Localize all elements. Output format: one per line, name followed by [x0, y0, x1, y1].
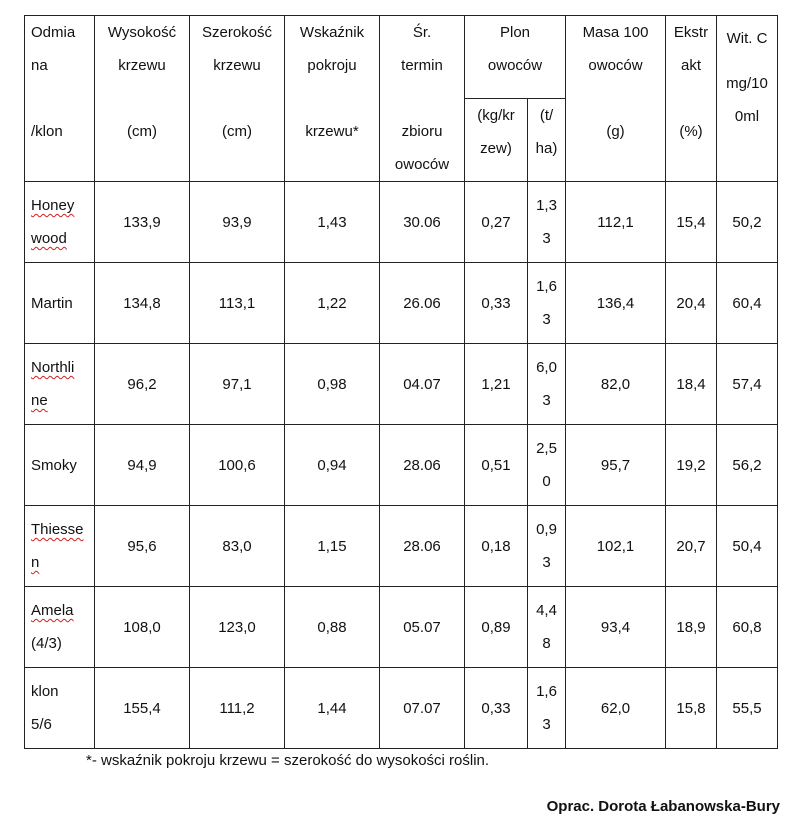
cell-extract: 18,4	[666, 344, 717, 425]
cell-yield-t: 4,4 8	[528, 587, 566, 668]
cell-yield-kg: 0,18	[465, 506, 528, 587]
cell-yield-t: 1,3 3	[528, 182, 566, 263]
header-harvest-date: Śr. termin zbioru owoców	[380, 16, 465, 182]
cell-mass: 82,0	[566, 344, 666, 425]
cell-index: 1,44	[285, 668, 380, 749]
cell-variety: Honey wood	[25, 182, 95, 263]
cell-index: 1,22	[285, 263, 380, 344]
cell-extract: 15,8	[666, 668, 717, 749]
cell-yield-t: 6,0 3	[528, 344, 566, 425]
cell-mass: 95,7	[566, 425, 666, 506]
cell-extract: 19,2	[666, 425, 717, 506]
cell-height: 96,2	[95, 344, 190, 425]
cell-index: 0,98	[285, 344, 380, 425]
cell-extract: 18,9	[666, 587, 717, 668]
cell-index: 0,88	[285, 587, 380, 668]
cell-extract: 15,4	[666, 182, 717, 263]
header-yield: Plon owoców	[465, 16, 566, 99]
cell-yield-kg: 0,89	[465, 587, 528, 668]
header-yield-kg: (kg/kr zew)	[465, 99, 528, 182]
cell-yield-kg: 0,27	[465, 182, 528, 263]
cell-vitamin-c: 60,4	[717, 263, 778, 344]
table-row	[25, 587, 778, 668]
cell-harvest: 05.07	[380, 587, 465, 668]
cell-vitamin-c: 50,4	[717, 506, 778, 587]
cell-vitamin-c: 50,2	[717, 182, 778, 263]
cell-harvest: 30.06	[380, 182, 465, 263]
cell-harvest: 28.06	[380, 506, 465, 587]
cell-harvest: 07.07	[380, 668, 465, 749]
cell-variety: klon 5/6	[25, 668, 95, 749]
cell-extract: 20,7	[666, 506, 717, 587]
header-mass: Masa 100 owoców (g)	[566, 16, 666, 182]
cell-vitamin-c: 60,8	[717, 587, 778, 668]
cell-width: 111,2	[190, 668, 285, 749]
cell-vitamin-c: 57,4	[717, 344, 778, 425]
cell-width: 113,1	[190, 263, 285, 344]
cell-extract: 20,4	[666, 263, 717, 344]
header-habit-index: Wskaźnik pokroju krzewu*	[285, 16, 380, 182]
cell-width: 83,0	[190, 506, 285, 587]
cell-yield-t: 1,6 3	[528, 263, 566, 344]
cell-width: 93,9	[190, 182, 285, 263]
table-row	[25, 263, 778, 344]
cell-yield-t: 1,6 3	[528, 668, 566, 749]
header-width: Szerokość krzewu (cm)	[190, 16, 285, 182]
cell-yield-kg: 0,33	[465, 668, 528, 749]
cultivar-table	[24, 15, 778, 749]
cell-index: 1,15	[285, 506, 380, 587]
cell-mass: 136,4	[566, 263, 666, 344]
table-row	[25, 425, 778, 506]
cell-mass: 102,1	[566, 506, 666, 587]
header-vitamin-c: Wit. C mg/10 0ml	[717, 16, 778, 182]
cell-variety: Thiesse n	[25, 506, 95, 587]
cell-height: 133,9	[95, 182, 190, 263]
cell-vitamin-c: 55,5	[717, 668, 778, 749]
table-row	[25, 344, 778, 425]
table-row	[25, 182, 778, 263]
table-row	[25, 668, 778, 749]
cell-height: 108,0	[95, 587, 190, 668]
cell-height: 94,9	[95, 425, 190, 506]
cell-variety: Northli ne	[25, 344, 95, 425]
cell-variety: Smoky	[25, 425, 95, 506]
cell-mass: 93,4	[566, 587, 666, 668]
cell-width: 97,1	[190, 344, 285, 425]
cell-yield-t: 0,9 3	[528, 506, 566, 587]
cell-width: 123,0	[190, 587, 285, 668]
table-row	[25, 506, 778, 587]
header-extract: Ekstr akt (%)	[666, 16, 717, 182]
cell-yield-t: 2,5 0	[528, 425, 566, 506]
author-credit: Oprac. Dorota Łabanowska-Bury	[546, 798, 780, 815]
cell-yield-kg: 0,33	[465, 263, 528, 344]
cell-harvest: 26.06	[380, 263, 465, 344]
cell-mass: 112,1	[566, 182, 666, 263]
cell-width: 100,6	[190, 425, 285, 506]
cell-variety: Amela (4/3)	[25, 587, 95, 668]
cell-mass: 62,0	[566, 668, 666, 749]
cell-harvest: 28.06	[380, 425, 465, 506]
header-yield-t: (t/ ha)	[528, 99, 566, 182]
cell-height: 95,6	[95, 506, 190, 587]
cell-vitamin-c: 56,2	[717, 425, 778, 506]
cell-index: 0,94	[285, 425, 380, 506]
cell-index: 1,43	[285, 182, 380, 263]
header-height: Wysokość krzewu (cm)	[95, 16, 190, 182]
cell-harvest: 04.07	[380, 344, 465, 425]
cell-height: 155,4	[95, 668, 190, 749]
cell-height: 134,8	[95, 263, 190, 344]
footnote: *- wskaźnik pokroju krzewu = szerokość do wysokości roślin.	[86, 752, 490, 769]
cell-yield-kg: 0,51	[465, 425, 528, 506]
header-variety: Odmia na /klon	[25, 16, 95, 182]
cell-yield-kg: 1,21	[465, 344, 528, 425]
cell-variety: Martin	[25, 263, 95, 344]
